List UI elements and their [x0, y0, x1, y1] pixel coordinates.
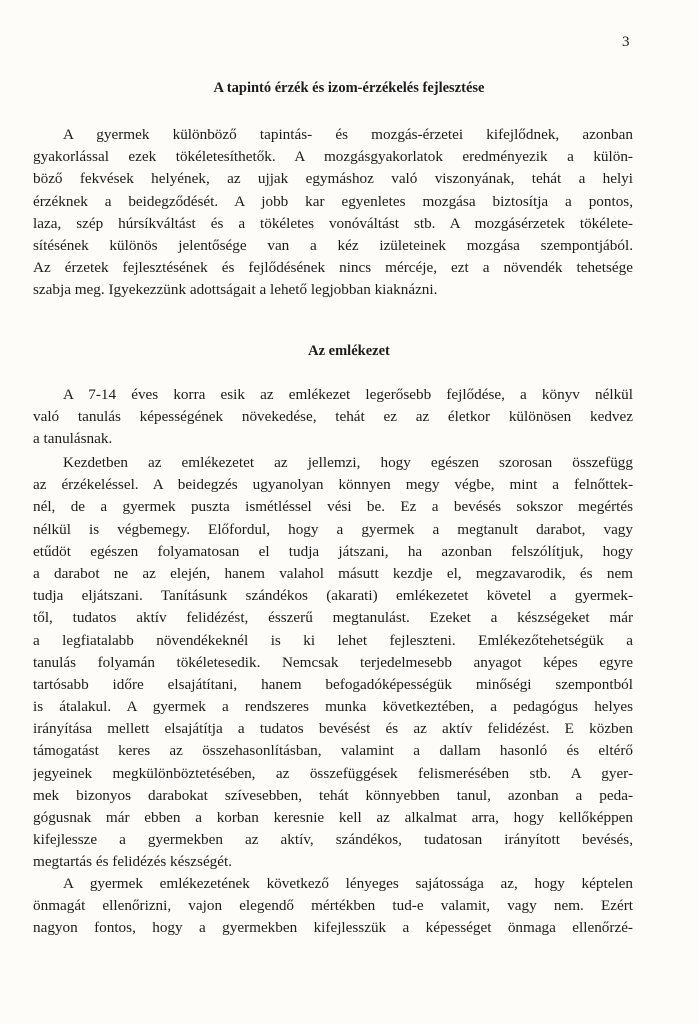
text-line: jegyeinek megkülönböztetésében, az összefüggések felismerésében stb. A gyer- — [33, 764, 633, 782]
text-line: a tanulásnak. — [33, 430, 113, 448]
text-line: tudja eljátszani. Tanításunk szándékos (akarati) emlékezetet követel a gyermek- — [33, 587, 633, 605]
section-title-tapinto-erzek: A tapintó érzék és izom-érzékelés fejlesztése — [213, 80, 485, 96]
text-line: től, tudatos aktív felidézést, ésszerű megtanulást. Ezeket a készségeket már — [33, 609, 633, 627]
text-line: kifejlessze a gyermekben az aktív, szándékos, tudatosan irányított bevésés, — [33, 831, 633, 849]
text-line: is átalakul. A gyermek a rendszeres munka következtében, a pedagógus helyes — [33, 698, 633, 716]
text-line: gyakorlással ezek tökéletesíthetők. A mozgásgyakorlatok eredményezik a külön- — [33, 148, 633, 166]
page-number: 3 — [622, 34, 630, 50]
text-line: nélkül is végbemegy. Előfordul, hogy a gyermek a megtanult darabot, vagy — [33, 520, 633, 538]
paragraph-tapinto-erzek — [33, 124, 633, 302]
text-line: etűdöt egészen folyamatosan el tudja játszani, ha azonban felszólítjuk, hogy — [33, 542, 633, 560]
text-line: Az érzetek fejlesztésének és fejlődésének nincs mércéje, ezt a növendék tehetsége — [33, 259, 633, 277]
text-line: tanulás folyamán tökéletesedik. Nemcsak terjedelmesebb anyagot képes egyre — [33, 653, 633, 671]
text-line: a legfiatalabb növendékeknél is ki lehet fejleszteni. Emlékezőtehetségük a — [33, 631, 633, 649]
text-line: mek bizonyos darabokat szívesebben, tehát könnyebben tanul, azonban a peda- — [33, 786, 633, 804]
paragraph-emlekezet-intro — [33, 384, 633, 451]
text-line: tartósabb időre elsajátítani, hanem befogadóképességük minőségi szempontból — [33, 675, 633, 693]
text-line: sítésének különös jelentősége van a kéz izületeinek mozgása szempontjából. — [33, 236, 633, 254]
paragraph-emlekezet-ellenorzes — [33, 873, 633, 940]
text-line: támogatást keres az összehasonlításban, valamint a dallam hasonló és eltérő — [33, 742, 633, 760]
text-line: szabja meg. Igyekezzünk adottságait a lehető legjobban kiaknázni. — [33, 281, 438, 299]
text-line: a darabot ne az elején, hanem valahol másutt kezdje el, megzavarodik, és nem — [33, 564, 633, 582]
text-line: laza, szép húrsíkváltást és a tökéletes vonóváltást stb. A mozgásérzetek tökélete- — [33, 214, 633, 232]
text-line: nagyon fontos, hogy a gyermekben kifejlesszük a képességet önmaga ellenőrzé- — [33, 919, 633, 937]
text-line: való tanulás képességének növekedése, tehát ez az életkor különösen kedvez — [33, 408, 633, 426]
text-line: irányítása mellett elsajátítja a tudatos bevésést és az aktív felidézést. E közben — [33, 720, 633, 738]
text-line: megtartás és felidézés készségét. — [33, 853, 233, 871]
text-line: A 7-14 éves korra esik az emlékezet legerősebb fejlődése, a könyv nélkül — [63, 386, 633, 403]
text-line: önmagát ellenőrizni, vajon elegendő mértékben tud-e valamit, vagy nem. Ezért — [33, 897, 633, 915]
section-title-emlekezet: Az emlékezet — [308, 343, 390, 359]
text-line: Kezdetben az emlékezetet az jellemzi, hogy egészen szorosan összefügg — [63, 454, 633, 471]
text-line: az érzékeléssel. A beidegzés ugyanolyan könnyen megy végbe, mint a felnőttek- — [33, 476, 633, 494]
text-line: érzéknek a beidegződését. A jobb kar egyenletes mozgása biztosítja a pontos, — [33, 192, 633, 210]
text-line: gógusnak már ebben a korban keresnie kell az alkalmat arra, hogy kellőképpen — [33, 809, 633, 826]
text-line: A gyermek emlékezetének következő lényeges sajátossága az, hogy képtelen — [63, 875, 633, 892]
text-line: A gyermek különböző tapintás- és mozgás-érzetei kifejlődnek, azonban — [63, 126, 633, 143]
text-line: nél, de a gyermek puszta ismétléssel vési be. Ez a bevésés sokszor megértés — [33, 498, 633, 516]
paragraph-emlekezet-kezdetben — [33, 452, 633, 874]
text-line: böző fekvések helyének, az ujjak egymáshoz való viszonyának, tehát a helyi — [33, 170, 633, 188]
